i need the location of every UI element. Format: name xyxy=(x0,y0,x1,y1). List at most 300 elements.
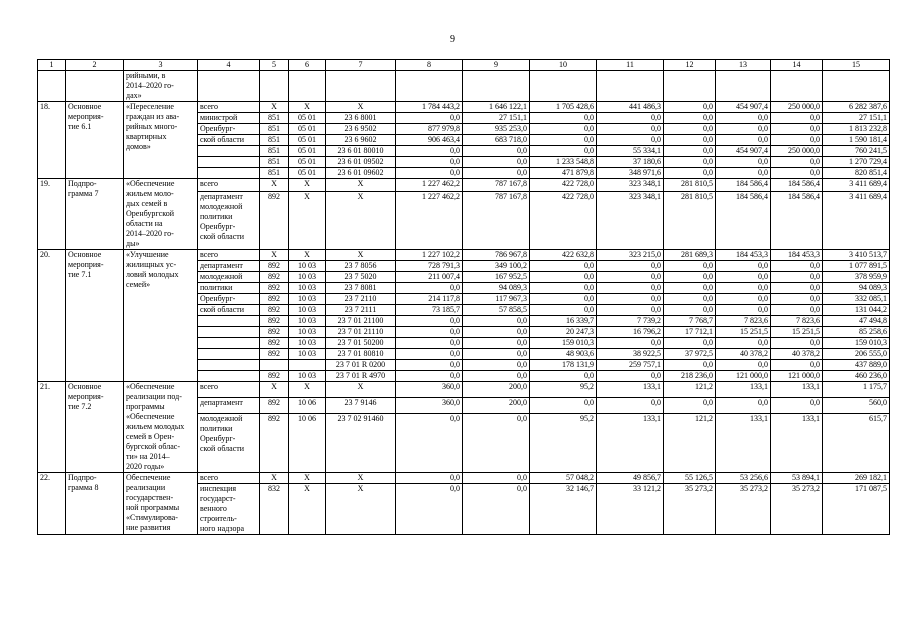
executor-cell xyxy=(198,168,260,179)
value-cell: 55 334,1 xyxy=(597,146,664,157)
value-cell: 0,0 xyxy=(463,327,530,338)
value-cell: 16 796,2 xyxy=(597,327,664,338)
value-cell: 0,0 xyxy=(597,261,664,272)
header-cell: 11 xyxy=(597,60,664,71)
value-cell: 460 236,0 xyxy=(823,371,890,382)
value-cell: 47 494,8 xyxy=(823,316,890,327)
value-cell: 53 256,6 xyxy=(716,473,771,484)
continuation-name: рийными, в 2014–2020 го- дах» xyxy=(124,71,198,102)
code-cell: Х xyxy=(260,382,289,398)
section-code-cell: 10 03 xyxy=(289,316,326,327)
value-cell: 935 253,0 xyxy=(463,124,530,135)
value-cell: 0,0 xyxy=(597,113,664,124)
executor-cell: всего xyxy=(198,102,260,113)
value-cell: 171 087,5 xyxy=(823,484,890,535)
value-cell: 27 151,1 xyxy=(463,113,530,124)
executor-cell: всего xyxy=(198,473,260,484)
code-cell: Х xyxy=(260,179,289,192)
row-number: 22. xyxy=(38,473,66,535)
value-cell: 133,1 xyxy=(771,413,823,472)
executor-cell: молодежной политики Оренбург- ской области xyxy=(198,413,260,472)
value-cell: 0,0 xyxy=(597,294,664,305)
value-cell: 615,7 xyxy=(823,413,890,472)
code-cell: 892 xyxy=(260,371,289,382)
value-cell: 95,2 xyxy=(530,413,597,472)
value-cell: 16 339,7 xyxy=(530,316,597,327)
value-cell: 0,0 xyxy=(771,261,823,272)
target-code-cell: Х xyxy=(326,191,396,249)
value-cell: 159 010,3 xyxy=(823,338,890,349)
header-cell: 4 xyxy=(198,60,260,71)
value-cell: 259 757,1 xyxy=(597,360,664,371)
value-cell: 117 967,3 xyxy=(463,294,530,305)
value-cell: 1 227 462,2 xyxy=(396,179,463,192)
value-cell: 1 175,7 xyxy=(823,382,890,398)
code-cell: 892 xyxy=(260,261,289,272)
value-cell: 1 077 891,5 xyxy=(823,261,890,272)
value-cell: 133,1 xyxy=(716,382,771,398)
code-cell: 892 xyxy=(260,272,289,283)
target-code-cell: 23 7 8081 xyxy=(326,283,396,294)
target-code-cell: 23 7 9146 xyxy=(326,397,396,413)
target-code-cell: 23 7 01 80810 xyxy=(326,349,396,360)
value-cell: 281 689,3 xyxy=(664,250,716,261)
executor-cell: департамент xyxy=(198,397,260,413)
target-code-cell: 23 7 8056 xyxy=(326,261,396,272)
code-cell: 892 xyxy=(260,327,289,338)
executor-cell xyxy=(198,338,260,349)
code-cell: 851 xyxy=(260,113,289,124)
value-cell: 0,0 xyxy=(597,338,664,349)
code-cell: 851 xyxy=(260,124,289,135)
header-cell: 2 xyxy=(66,60,124,71)
executor-cell: ской области xyxy=(198,305,260,316)
value-cell: 0,0 xyxy=(771,294,823,305)
value-cell: 133,1 xyxy=(771,382,823,398)
value-cell: 1 813 232,8 xyxy=(823,124,890,135)
value-cell: 6 282 387,6 xyxy=(823,102,890,113)
value-cell: 454 907,4 xyxy=(716,146,771,157)
value-cell: 133,1 xyxy=(597,413,664,472)
value-cell: 760 241,5 xyxy=(823,146,890,157)
value-cell: 0,0 xyxy=(664,294,716,305)
value-cell: 167 952,5 xyxy=(463,272,530,283)
value-cell: 348 971,6 xyxy=(597,168,664,179)
row-number: 21. xyxy=(38,382,66,473)
code-cell: 892 xyxy=(260,338,289,349)
value-cell: 0,0 xyxy=(771,305,823,316)
value-cell: 0,0 xyxy=(396,146,463,157)
value-cell: 85 258,6 xyxy=(823,327,890,338)
value-cell: 0,0 xyxy=(597,397,664,413)
section-code-cell: 05 01 xyxy=(289,146,326,157)
value-cell: 15 251,5 xyxy=(716,327,771,338)
value-cell: 0,0 xyxy=(771,168,823,179)
value-cell: 0,0 xyxy=(716,294,771,305)
value-cell: 422 728,0 xyxy=(530,191,597,249)
value-cell: 0,0 xyxy=(716,305,771,316)
table-row xyxy=(38,382,890,398)
measure-type: Основное мероприя- тие 7.1 xyxy=(66,250,124,382)
target-code-cell: 23 7 5020 xyxy=(326,272,396,283)
value-cell: 0,0 xyxy=(664,157,716,168)
value-cell: 200,0 xyxy=(463,397,530,413)
value-cell: 7 768,7 xyxy=(664,316,716,327)
target-code-cell: 23 6 9502 xyxy=(326,124,396,135)
target-code-cell: 23 6 8001 xyxy=(326,113,396,124)
section-code-cell: Х xyxy=(289,250,326,261)
value-cell: 0,0 xyxy=(530,397,597,413)
value-cell: 35 273,2 xyxy=(664,484,716,535)
value-cell: 0,0 xyxy=(597,272,664,283)
value-cell: 0,0 xyxy=(716,157,771,168)
value-cell: 0,0 xyxy=(771,113,823,124)
value-cell: 0,0 xyxy=(597,135,664,146)
value-cell: 0,0 xyxy=(771,272,823,283)
value-cell: 1 227 102,2 xyxy=(396,250,463,261)
value-cell: 0,0 xyxy=(530,305,597,316)
value-cell: 0,0 xyxy=(664,168,716,179)
code-cell: 892 xyxy=(260,397,289,413)
value-cell: 0,0 xyxy=(664,305,716,316)
value-cell: 200,0 xyxy=(463,382,530,398)
executor-cell xyxy=(198,157,260,168)
value-cell: 323 348,1 xyxy=(597,179,664,192)
value-cell: 0,0 xyxy=(396,327,463,338)
value-cell: 37 180,6 xyxy=(597,157,664,168)
value-cell: 0,0 xyxy=(396,360,463,371)
value-cell: 0,0 xyxy=(463,168,530,179)
target-code-cell: 23 7 01 R 4970 xyxy=(326,371,396,382)
executor-cell: молодежной xyxy=(198,272,260,283)
value-cell: 94 089,3 xyxy=(823,283,890,294)
target-code-cell: 23 6 01 80010 xyxy=(326,146,396,157)
value-cell: 441 486,3 xyxy=(597,102,664,113)
value-cell: 20 247,3 xyxy=(530,327,597,338)
code-cell: 832 xyxy=(260,484,289,535)
executor-cell: всего xyxy=(198,179,260,192)
value-cell: 0,0 xyxy=(463,157,530,168)
value-cell: 787 167,8 xyxy=(463,191,530,249)
value-cell: 0,0 xyxy=(664,283,716,294)
executor-cell xyxy=(198,349,260,360)
code-cell: 892 xyxy=(260,294,289,305)
value-cell: 0,0 xyxy=(664,146,716,157)
value-cell: 0,0 xyxy=(530,261,597,272)
value-cell: 1 590 181,4 xyxy=(823,135,890,146)
value-cell: 3 410 513,7 xyxy=(823,250,890,261)
value-cell: 35 273,2 xyxy=(771,484,823,535)
header-cell: 14 xyxy=(771,60,823,71)
value-cell: 1 270 729,4 xyxy=(823,157,890,168)
target-code-cell: 23 6 01 09502 xyxy=(326,157,396,168)
value-cell: 0,0 xyxy=(396,316,463,327)
value-cell: 360,0 xyxy=(396,397,463,413)
value-cell: 15 251,5 xyxy=(771,327,823,338)
executor-cell xyxy=(198,371,260,382)
value-cell: 0,0 xyxy=(716,113,771,124)
value-cell: 206 555,0 xyxy=(823,349,890,360)
value-cell: 787 167,8 xyxy=(463,179,530,192)
section-code-cell: 10 03 xyxy=(289,349,326,360)
value-cell: 1 646 122,1 xyxy=(463,102,530,113)
value-cell: 214 117,8 xyxy=(396,294,463,305)
value-cell: 7 823,6 xyxy=(771,316,823,327)
value-cell: 0,0 xyxy=(664,338,716,349)
value-cell: 0,0 xyxy=(530,146,597,157)
section-code-cell: Х xyxy=(289,382,326,398)
value-cell: 0,0 xyxy=(463,316,530,327)
value-cell: 0,0 xyxy=(664,113,716,124)
value-cell: 218 236,0 xyxy=(664,371,716,382)
value-cell: 0,0 xyxy=(664,102,716,113)
value-cell: 560,0 xyxy=(823,397,890,413)
value-cell: 48 903,6 xyxy=(530,349,597,360)
value-cell: 0,0 xyxy=(530,272,597,283)
executor-cell: ской области xyxy=(198,135,260,146)
value-cell: 57 048,2 xyxy=(530,473,597,484)
header-row xyxy=(38,60,890,71)
header-cell: 8 xyxy=(396,60,463,71)
value-cell: 0,0 xyxy=(597,124,664,135)
section-code-cell: 10 03 xyxy=(289,371,326,382)
value-cell: 0,0 xyxy=(716,272,771,283)
section-code-cell: 05 01 xyxy=(289,168,326,179)
page-number: 9 xyxy=(450,34,455,45)
value-cell: 820 851,4 xyxy=(823,168,890,179)
code-cell: 892 xyxy=(260,191,289,249)
value-cell: 422 632,8 xyxy=(530,250,597,261)
budget-table xyxy=(37,59,890,535)
value-cell: 1 227 462,2 xyxy=(396,191,463,249)
executor-cell: министрой xyxy=(198,113,260,124)
value-cell: 0,0 xyxy=(716,135,771,146)
value-cell: 0,0 xyxy=(530,113,597,124)
executor-cell xyxy=(198,316,260,327)
value-cell: 437 889,0 xyxy=(823,360,890,371)
value-cell: 178 131,9 xyxy=(530,360,597,371)
value-cell: 121 000,0 xyxy=(771,371,823,382)
code-cell: 851 xyxy=(260,135,289,146)
value-cell: 454 907,4 xyxy=(716,102,771,113)
value-cell: 0,0 xyxy=(664,261,716,272)
header-cell: 3 xyxy=(124,60,198,71)
value-cell: 0,0 xyxy=(463,413,530,472)
value-cell: 0,0 xyxy=(463,338,530,349)
code-cell xyxy=(260,360,289,371)
value-cell: 0,0 xyxy=(396,113,463,124)
value-cell: 121,2 xyxy=(664,382,716,398)
code-cell: 851 xyxy=(260,168,289,179)
executor-cell xyxy=(198,327,260,338)
value-cell: 7 739,2 xyxy=(597,316,664,327)
value-cell: 184 586,4 xyxy=(716,179,771,192)
value-cell: 32 146,7 xyxy=(530,484,597,535)
section-code-cell: Х xyxy=(289,484,326,535)
target-code-cell: 23 7 01 21110 xyxy=(326,327,396,338)
measure-type: Основное мероприя- тие 7.2 xyxy=(66,382,124,473)
value-cell: 184 586,4 xyxy=(771,179,823,192)
value-cell: 121 000,0 xyxy=(716,371,771,382)
value-cell: 0,0 xyxy=(771,157,823,168)
measure-name: «Обеспечение реализации под- программы «Обеспечение жильем молодых семей в Орен- бургской облас- ти» на 2014– 2020 годы» xyxy=(124,382,198,473)
value-cell: 0,0 xyxy=(716,124,771,135)
executor-cell: департамент молодежной политики Оренбург- ской области xyxy=(198,191,260,249)
value-cell: 121,2 xyxy=(664,413,716,472)
value-cell: 349 100,2 xyxy=(463,261,530,272)
target-code-cell: 23 7 2110 xyxy=(326,294,396,305)
value-cell: 378 959,9 xyxy=(823,272,890,283)
executor-cell: Оренбург- xyxy=(198,124,260,135)
value-cell: 0,0 xyxy=(396,484,463,535)
code-cell: 892 xyxy=(260,349,289,360)
value-cell: 37 972,5 xyxy=(664,349,716,360)
value-cell: 0,0 xyxy=(664,124,716,135)
value-cell: 877 979,8 xyxy=(396,124,463,135)
continuation-row xyxy=(38,71,890,102)
section-code-cell: Х xyxy=(289,102,326,113)
value-cell: 0,0 xyxy=(664,397,716,413)
value-cell: 1 784 443,2 xyxy=(396,102,463,113)
value-cell: 184 453,3 xyxy=(771,250,823,261)
value-cell: 0,0 xyxy=(530,135,597,146)
row-number: 20. xyxy=(38,250,66,382)
value-cell: 269 182,1 xyxy=(823,473,890,484)
target-code-cell: 23 7 01 50200 xyxy=(326,338,396,349)
value-cell: 0,0 xyxy=(396,157,463,168)
value-cell: 281 810,5 xyxy=(664,179,716,192)
target-code-cell: 23 7 01 21100 xyxy=(326,316,396,327)
value-cell: 0,0 xyxy=(716,338,771,349)
value-cell: 250 000,0 xyxy=(771,146,823,157)
value-cell: 94 089,3 xyxy=(463,283,530,294)
value-cell: 184 453,3 xyxy=(716,250,771,261)
value-cell: 133,1 xyxy=(597,382,664,398)
value-cell: 0,0 xyxy=(396,338,463,349)
value-cell: 0,0 xyxy=(396,349,463,360)
value-cell: 422 728,0 xyxy=(530,179,597,192)
value-cell: 360,0 xyxy=(396,382,463,398)
value-cell: 250 000,0 xyxy=(771,102,823,113)
value-cell: 57 858,5 xyxy=(463,305,530,316)
section-code-cell: 10 03 xyxy=(289,327,326,338)
value-cell: 683 718,0 xyxy=(463,135,530,146)
value-cell: 332 085,1 xyxy=(823,294,890,305)
value-cell: 0,0 xyxy=(664,272,716,283)
value-cell: 0,0 xyxy=(716,283,771,294)
value-cell: 0,0 xyxy=(597,371,664,382)
value-cell: 0,0 xyxy=(396,413,463,472)
value-cell: 0,0 xyxy=(771,338,823,349)
section-code-cell: Х xyxy=(289,191,326,249)
executor-cell: политики xyxy=(198,283,260,294)
value-cell: 0,0 xyxy=(530,283,597,294)
value-cell: 0,0 xyxy=(664,135,716,146)
value-cell: 471 879,8 xyxy=(530,168,597,179)
value-cell: 38 922,5 xyxy=(597,349,664,360)
section-code-cell: Х xyxy=(289,179,326,192)
section-code-cell: 10 03 xyxy=(289,294,326,305)
value-cell: 0,0 xyxy=(530,294,597,305)
value-cell: 3 411 689,4 xyxy=(823,191,890,249)
executor-cell: Оренбург- xyxy=(198,294,260,305)
value-cell: 3 411 689,4 xyxy=(823,179,890,192)
value-cell: 0,0 xyxy=(396,168,463,179)
table-row xyxy=(38,250,890,261)
value-cell: 159 010,3 xyxy=(530,338,597,349)
value-cell: 0,0 xyxy=(771,135,823,146)
value-cell: 95,2 xyxy=(530,382,597,398)
section-code-cell: 10 03 xyxy=(289,261,326,272)
value-cell: 0,0 xyxy=(396,473,463,484)
target-code-cell: Х xyxy=(326,250,396,261)
executor-cell xyxy=(198,146,260,157)
value-cell: 1 705 428,6 xyxy=(530,102,597,113)
header-cell: 13 xyxy=(716,60,771,71)
target-code-cell: 23 7 01 R 0200 xyxy=(326,360,396,371)
value-cell: 0,0 xyxy=(463,484,530,535)
value-cell: 0,0 xyxy=(771,397,823,413)
value-cell: 7 823,6 xyxy=(716,316,771,327)
measure-type: Подпро- грамма 7 xyxy=(66,179,124,250)
section-code-cell: 10 03 xyxy=(289,305,326,316)
value-cell: 131 044,2 xyxy=(823,305,890,316)
measure-type: Подпро- грамма 8 xyxy=(66,473,124,535)
section-code-cell: 10 03 xyxy=(289,338,326,349)
table-row xyxy=(38,102,890,113)
value-cell: 728 791,3 xyxy=(396,261,463,272)
header-cell: 5 xyxy=(260,60,289,71)
executor-cell: департамент xyxy=(198,261,260,272)
value-cell: 0,0 xyxy=(716,168,771,179)
target-code-cell: 23 6 9602 xyxy=(326,135,396,146)
executor-cell: всего xyxy=(198,382,260,398)
code-cell: Х xyxy=(260,473,289,484)
row-number: 19. xyxy=(38,179,66,250)
value-cell: 0,0 xyxy=(597,305,664,316)
target-code-cell: 23 6 01 09602 xyxy=(326,168,396,179)
target-code-cell: Х xyxy=(326,473,396,484)
value-cell: 0,0 xyxy=(716,397,771,413)
section-code-cell: 05 01 xyxy=(289,135,326,146)
value-cell: 0,0 xyxy=(396,371,463,382)
value-cell: 0,0 xyxy=(716,360,771,371)
code-cell: 892 xyxy=(260,316,289,327)
value-cell: 40 378,2 xyxy=(716,349,771,360)
value-cell: 184 586,4 xyxy=(716,191,771,249)
code-cell: Х xyxy=(260,250,289,261)
code-cell: 892 xyxy=(260,283,289,294)
value-cell: 0,0 xyxy=(597,283,664,294)
measure-name: «Обеспечение жильем моло- дых семей в Оренбургской области на 2014–2020 го- ды» xyxy=(124,179,198,250)
value-cell: 0,0 xyxy=(716,261,771,272)
measure-name: «Улучшение жилищных ус- ловий молодых семей» xyxy=(124,250,198,382)
target-code-cell: Х xyxy=(326,484,396,535)
value-cell: 73 185,7 xyxy=(396,305,463,316)
value-cell: 0,0 xyxy=(463,360,530,371)
executor-cell: всего xyxy=(198,250,260,261)
header-cell: 10 xyxy=(530,60,597,71)
header-cell: 7 xyxy=(326,60,396,71)
code-cell: 851 xyxy=(260,146,289,157)
section-code-cell: 05 01 xyxy=(289,124,326,135)
value-cell: 0,0 xyxy=(463,473,530,484)
value-cell: 323 215,0 xyxy=(597,250,664,261)
value-cell: 0,0 xyxy=(530,371,597,382)
value-cell: 281 810,5 xyxy=(664,191,716,249)
value-cell: 323 348,1 xyxy=(597,191,664,249)
target-code-cell: Х xyxy=(326,382,396,398)
